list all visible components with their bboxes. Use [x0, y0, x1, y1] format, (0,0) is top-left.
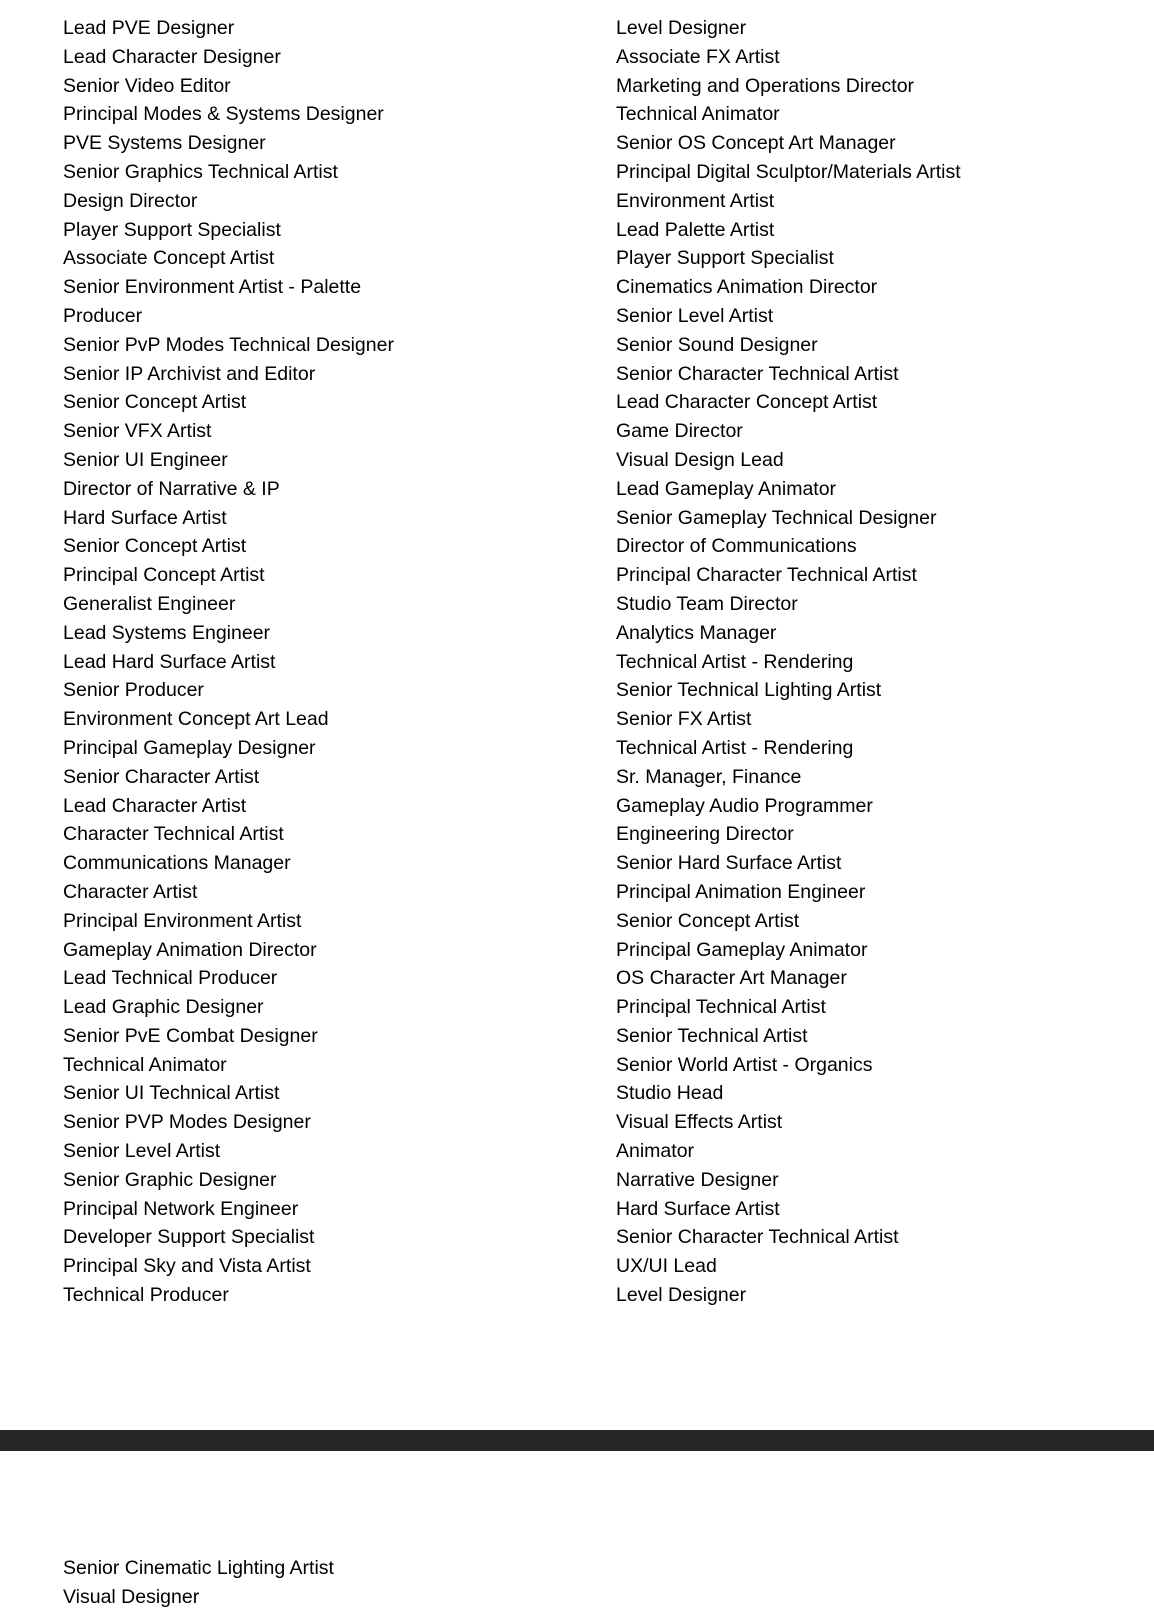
job-title-item: Visual Designer — [63, 1585, 200, 1608]
job-title-item: Analytics Manager — [616, 621, 777, 644]
job-title-item: Lead Graphic Designer — [63, 996, 264, 1019]
job-title-item: Senior Level Artist — [616, 304, 774, 327]
job-title-item: Principal Environment Artist — [63, 909, 302, 932]
job-title-item: Generalist Engineer — [63, 592, 236, 615]
job-title-item: Lead Technical Producer — [63, 967, 278, 990]
job-title-item: Senior Hard Surface Artist — [616, 852, 842, 875]
job-title-item: Senior World Artist - Organics — [616, 1053, 873, 1076]
job-title-item: Hard Surface Artist — [63, 506, 227, 529]
job-title-item: Engineering Director — [616, 823, 794, 846]
job-title-item: Senior Sound Designer — [616, 333, 818, 356]
job-title-item: Principal Animation Engineer — [616, 880, 866, 903]
job-title-item: Senior Technical Artist — [616, 1024, 808, 1047]
job-title-item: Senior Gameplay Technical Designer — [616, 506, 937, 529]
job-title-item: Visual Design Lead — [616, 448, 784, 471]
job-title-item: Principal Concept Artist — [63, 564, 265, 587]
job-title-item: Player Support Specialist — [616, 247, 834, 270]
job-title-item: Design Director — [63, 189, 198, 212]
job-title-item: Technical Producer — [63, 1284, 229, 1307]
job-title-item: PVE Systems Designer — [63, 132, 266, 155]
page-break-divider — [0, 1430, 1154, 1451]
job-title-item: Lead Hard Surface Artist — [63, 650, 276, 673]
job-title-item: Senior Video Editor — [63, 74, 231, 97]
job-title-item: Studio Head — [616, 1082, 724, 1105]
job-title-item: Level Designer — [616, 1284, 747, 1307]
job-title-item: Senior Environment Artist - Palette — [63, 276, 362, 299]
job-title-item: Technical Animator — [616, 103, 780, 126]
document-page-2 — [0, 1451, 1154, 1618]
job-title-item: Producer — [63, 304, 143, 327]
job-title-item: Senior Technical Lighting Artist — [616, 679, 882, 702]
job-title-item: Senior Cinematic Lighting Artist — [63, 1557, 334, 1579]
job-title-item: UX/UI Lead — [616, 1255, 717, 1278]
job-title-item: Senior UI Engineer — [63, 448, 228, 471]
job-title-item: Lead Gameplay Animator — [616, 477, 837, 500]
job-title-item: Director of Narrative & IP — [63, 477, 280, 500]
job-title-item: Sr. Manager, Finance — [616, 765, 802, 788]
job-title-item: Narrative Designer — [616, 1168, 779, 1191]
job-title-item: Principal Modes & Systems Designer — [63, 103, 384, 126]
job-title-item: Director of Communications — [616, 535, 857, 558]
job-title-item: Senior PvP Modes Technical Designer — [63, 333, 394, 356]
job-titles-left-column — [63, 14, 583, 1310]
job-title-item: Senior Concept Artist — [616, 909, 800, 932]
job-title-item: Communications Manager — [63, 852, 291, 875]
job-title-item: Senior Level Artist — [63, 1140, 221, 1163]
job-title-item: Environment Concept Art Lead — [63, 708, 329, 731]
job-title-item: Principal Sky and Vista Artist — [63, 1255, 311, 1278]
job-title-item: Studio Team Director — [616, 592, 798, 615]
job-titles-page-2-column — [63, 1554, 334, 1612]
job-title-item: Player Support Specialist — [63, 218, 281, 241]
job-title-item: Developer Support Specialist — [63, 1226, 315, 1249]
job-title-item: Environment Artist — [616, 189, 775, 212]
job-title-item: Principal Character Technical Artist — [616, 564, 917, 587]
job-title-item: Technical Artist - Rendering — [616, 650, 854, 673]
job-title-item: Lead Character Designer — [63, 45, 281, 68]
job-title-item: Animator — [616, 1140, 695, 1163]
job-title-item: Senior PvE Combat Designer — [63, 1024, 318, 1047]
job-title-item: Senior FX Artist — [616, 708, 752, 731]
job-title-item: Principal Gameplay Designer — [63, 736, 316, 759]
job-title-item: Gameplay Audio Programmer — [616, 794, 873, 817]
job-title-item: OS Character Art Manager — [616, 967, 847, 990]
job-title-item: Technical Animator — [63, 1053, 227, 1076]
job-title-item: Associate Concept Artist — [63, 247, 275, 270]
job-title-item: Senior Character Technical Artist — [616, 1226, 899, 1249]
job-title-item: Senior Graphic Designer — [63, 1168, 277, 1191]
job-title-item: Lead PVE Designer — [63, 17, 235, 39]
job-title-item: Lead Character Artist — [63, 794, 247, 817]
job-title-item: Senior Producer — [63, 679, 204, 702]
job-title-item: Character Technical Artist — [63, 823, 284, 846]
job-title-item: Principal Digital Sculptor/Materials Artist — [616, 160, 961, 183]
job-title-item: Senior VFX Artist — [63, 420, 212, 443]
job-title-item: Senior Concept Artist — [63, 391, 247, 414]
job-title-item: Lead Character Concept Artist — [616, 391, 878, 414]
job-title-item: Principal Network Engineer — [63, 1197, 299, 1220]
job-title-item: Associate FX Artist — [616, 45, 780, 68]
job-title-item: Senior IP Archivist and Editor — [63, 362, 316, 385]
job-title-item: Senior UI Technical Artist — [63, 1082, 280, 1105]
job-titles-right-column — [616, 14, 1136, 1310]
job-title-item: Technical Artist - Rendering — [616, 736, 854, 759]
job-title-item: Senior OS Concept Art Manager — [616, 132, 896, 155]
job-title-item: Senior Concept Artist — [63, 535, 247, 558]
job-title-item: Cinematics Animation Director — [616, 276, 878, 299]
job-title-item: Principal Gameplay Animator — [616, 938, 868, 961]
job-title-item: Lead Palette Artist — [616, 218, 775, 241]
job-title-item: Hard Surface Artist — [616, 1197, 780, 1220]
job-title-item: Senior PVP Modes Designer — [63, 1111, 311, 1134]
job-title-item: Senior Graphics Technical Artist — [63, 160, 338, 183]
job-title-item: Game Director — [616, 420, 743, 443]
job-title-item: Level Designer — [616, 17, 747, 39]
job-title-item: Principal Technical Artist — [616, 996, 826, 1019]
job-title-item: Character Artist — [63, 880, 198, 903]
job-title-item: Senior Character Technical Artist — [616, 362, 899, 385]
job-title-item: Marketing and Operations Director — [616, 74, 915, 97]
job-title-item: Lead Systems Engineer — [63, 621, 271, 644]
job-title-item: Visual Effects Artist — [616, 1111, 783, 1134]
job-title-item: Gameplay Animation Director — [63, 938, 317, 961]
job-title-item: Senior Character Artist — [63, 765, 260, 788]
